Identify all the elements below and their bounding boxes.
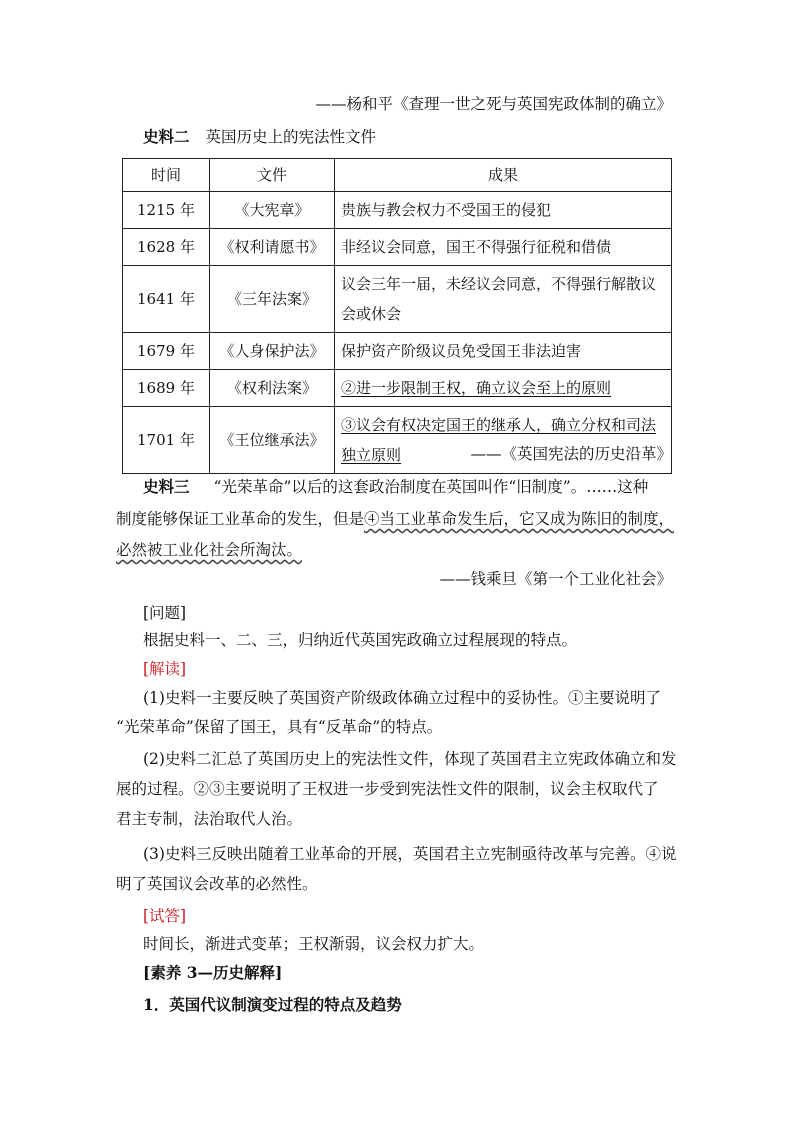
table-row bbox=[123, 333, 672, 370]
question-text: 根据史料一、二、三，归纳近代英国宪政确立过程展现的特点。 bbox=[143, 631, 578, 649]
analysis-p2-l3: 君主专制，法治取代人治。 bbox=[116, 810, 303, 828]
row-document: 《权利请愿书》 bbox=[210, 229, 335, 266]
row-document: 《人身保护法》 bbox=[210, 333, 335, 370]
literacy-item: 1．英国代议制演变过程的特点及趋势 bbox=[143, 995, 402, 1014]
source2-label: 史料二 bbox=[143, 127, 190, 146]
row-result: 贵族与教会权力不受国王的侵犯 bbox=[335, 192, 672, 229]
analysis-p3-l2: 明了英国议会改革的必然性。 bbox=[116, 875, 318, 893]
source2-title: 英国历史上的宪法性文件 bbox=[205, 128, 377, 146]
row-time: 1641 年 bbox=[123, 266, 210, 333]
source3-line1 bbox=[143, 478, 648, 497]
row-time: 1215 年 bbox=[123, 192, 210, 229]
row-result: ③议会有权决定国王的继承人，确立分权和司法独立原则 bbox=[335, 407, 672, 474]
row-document: 《王位继承法》 bbox=[210, 407, 335, 474]
header-result: 成果 bbox=[335, 159, 672, 192]
source3-text2b: ④当工业革命发生后，它又成为陈旧的制度， bbox=[364, 510, 675, 528]
row-document: 《三年法案》 bbox=[210, 266, 335, 333]
analysis-p3-l1: (3)史料三反映出随着工业革命的开展，英国君主立宪制亟待改革与完善。④说 bbox=[143, 845, 677, 863]
question-label: [问题] bbox=[143, 604, 187, 622]
analysis-p1-l1: (1)史料一主要反映了英国资产阶级政体确立过程中的妥协性。①主要说明了 bbox=[143, 689, 661, 707]
source3-line3: 必然被工业化社会所淘汰。 bbox=[116, 541, 303, 559]
row-result: 保护资产阶级议员免受国王非法迫害 bbox=[335, 333, 672, 370]
analysis-p2-l1: (2)史料二汇总了英国历史上的宪法性文件，体现了英国君主立宪政体确立和发 bbox=[143, 750, 677, 768]
source2-citation: ——《英国宪法的历史沿革》 bbox=[470, 445, 672, 463]
analysis-label: [解读] bbox=[143, 660, 187, 678]
row-result: 议会三年一届，未经议会同意，不得强行解散议会或休会 bbox=[335, 266, 672, 333]
row-document: 《权利法案》 bbox=[210, 370, 335, 407]
header-document: 文件 bbox=[210, 159, 335, 192]
row-result: 非经议会同意，国王不得强行征税和借债 bbox=[335, 229, 672, 266]
source3-citation: ——钱乘旦《第一个工业化社会》 bbox=[439, 570, 672, 588]
header-time: 时间 bbox=[123, 159, 210, 192]
source2-heading bbox=[143, 128, 376, 147]
table-row bbox=[123, 229, 672, 266]
row-time: 1679 年 bbox=[123, 333, 210, 370]
row-time: 1628 年 bbox=[123, 229, 210, 266]
row-time: 1689 年 bbox=[123, 370, 210, 407]
source3-line2 bbox=[116, 510, 674, 529]
answer-label: [试答] bbox=[143, 907, 187, 925]
table-header-row bbox=[123, 159, 672, 192]
source3-text2a: 制度能够保证工业革命的发生，但是 bbox=[116, 510, 365, 528]
row-time: 1701 年 bbox=[123, 407, 210, 474]
source1-citation: ——杨和平《查理一世之死与英国宪政体制的确立》 bbox=[315, 95, 672, 113]
row-result: ②进一步限制王权，确立议会至上的原则 bbox=[335, 370, 672, 407]
literacy-label: [素养 3—历史解释] bbox=[143, 963, 283, 982]
source3-text1: “光荣革命”以后的这套政治制度在英国叫作“旧制度”。……这种 bbox=[213, 478, 649, 496]
answer-text: 时间长，渐进式变革；王权渐弱，议会权力扩大。 bbox=[143, 935, 485, 953]
source3-label: 史料三 bbox=[143, 477, 190, 496]
table-row bbox=[123, 266, 672, 333]
row-document: 《大宪章》 bbox=[210, 192, 335, 229]
table-row bbox=[123, 370, 672, 407]
constitutional-documents-table bbox=[122, 158, 672, 474]
analysis-p2-l2: 展的过程。②③主要说明了王权进一步受到宪法性文件的限制，议会主权取代了 bbox=[116, 780, 659, 798]
table-row bbox=[123, 192, 672, 229]
analysis-p1-l2: “光荣革命”保留了国王，具有“反革命”的特点。 bbox=[116, 718, 443, 736]
